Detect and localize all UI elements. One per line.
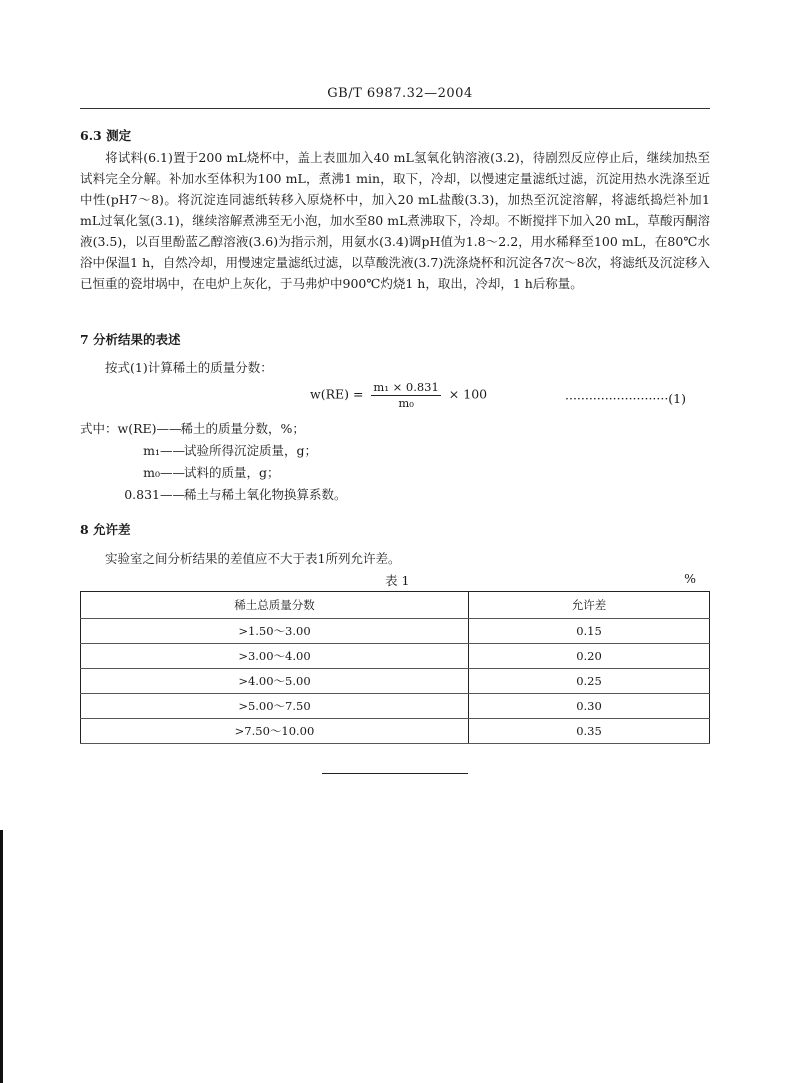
formula-numerator: m₁ × 0.831 [373, 380, 439, 394]
definition-row: 式中：w(RE)——稀土的质量分数，%； [80, 418, 347, 440]
table-header-row [81, 592, 710, 619]
end-rule [322, 773, 468, 774]
formula-lhs: w(RE) = [310, 386, 364, 402]
table-row [81, 619, 710, 644]
definition-text: 稀土的质量分数，%； [180, 421, 305, 436]
table-unit: % [684, 571, 696, 586]
formula-1 [310, 380, 487, 410]
column-header: 稀土总质量分数 [81, 592, 469, 619]
tolerance-table [80, 591, 710, 744]
table-cell: 0.30 [469, 694, 710, 719]
formula-definitions [80, 418, 347, 506]
where-label: 式中： [80, 421, 118, 436]
table-cell: >1.50～3.00 [81, 619, 469, 644]
definition-symbol: m₀ [143, 465, 160, 480]
table-cell: >3.00～4.00 [81, 644, 469, 669]
section-8-heading: 8 允许差 [80, 522, 131, 537]
table-cell: >5.00～7.50 [81, 694, 469, 719]
definition-text: 试验所得沉淀质量，g； [184, 443, 318, 458]
table-cell: 0.15 [469, 619, 710, 644]
definition-symbol: m₁ [143, 443, 160, 458]
definition-row: m₀——试料的质量，g； [80, 462, 347, 484]
table-row [81, 669, 710, 694]
section-6-3-text: 将试料(6.1)置于200 mL烧杯中，盖上表皿加入40 mL氢氧化钠溶液(3.2)，待剧烈反应停止后，继续加热至试料完全分解。补加水至体积为100 mL，煮沸1 min，取下，冷却，以慢速定量滤纸过滤，沉淀用热水洗涤至近中性(pH7～8)。将沉淀连同滤纸转移入原烧杯中，加入20 mL盐酸(3.3)，加热至沉淀溶解，将滤纸捣烂补加1 mL过氧化氢(3.1)，继续溶解煮沸至无小泡，加水至80 mL煮沸取下，冷却。不断搅拌下加入20 mL，草酸丙酮溶液(3.5)，以百里酚蓝乙醇溶液(3.6)为指示剂，用氨水(3.4)调pH值为1.8～2.2，用水稀释至100 mL，在80℃水浴中保温1 h，自然冷却，用慢速定量滤纸过滤，以草酸洗液(3.7)洗涤烧杯和沉淀各7次～8次，将滤纸及沉淀移入已恒重的瓷坩埚中，在电炉上灰化，于马弗炉中900℃灼烧1 h，取出，冷却，1 h后称量。 [80, 150, 710, 291]
section-6-3-body [80, 147, 710, 294]
formula-tail: × 100 [448, 386, 488, 402]
table-cell: >4.00～5.00 [81, 669, 469, 694]
definition-text: 稀土与稀土氧化物换算系数。 [184, 487, 347, 502]
section-6-3-heading: 6.3 测定 [80, 128, 132, 143]
formula-denominator: m₀ [398, 396, 414, 410]
section-8-intro: 实验室之间分析结果的差值应不大于表1所列允许差。 [105, 551, 401, 566]
section-7-heading: 7 分析结果的表述 [80, 332, 181, 347]
table-row [81, 694, 710, 719]
definition-symbol: w(RE) [117, 421, 157, 436]
definition-text: 试料的质量，g； [184, 465, 280, 480]
formula-fraction [371, 380, 440, 410]
standard-number: GB/T 6987.32—2004 [327, 86, 473, 101]
table-cell: 0.35 [469, 719, 710, 744]
table-cell: 0.20 [469, 644, 710, 669]
formula-number: ··························(1) [565, 391, 687, 406]
table-row [81, 719, 710, 744]
binding-edge [0, 830, 3, 1083]
definition-row: m₁——试验所得沉淀质量，g； [80, 440, 347, 462]
column-header: 允许差 [469, 592, 710, 619]
table-cell: 0.25 [469, 669, 710, 694]
page-header [0, 86, 800, 101]
section-7-intro: 按式(1)计算稀土的质量分数： [105, 360, 273, 375]
table-row [81, 644, 710, 669]
definition-symbol: 0.831 [124, 487, 160, 502]
table-title: 表 1 [385, 573, 410, 588]
table-cell: >7.50～10.00 [81, 719, 469, 744]
definition-row: 0.831——稀土与稀土氧化物换算系数。 [80, 484, 347, 506]
header-rule [80, 108, 710, 109]
